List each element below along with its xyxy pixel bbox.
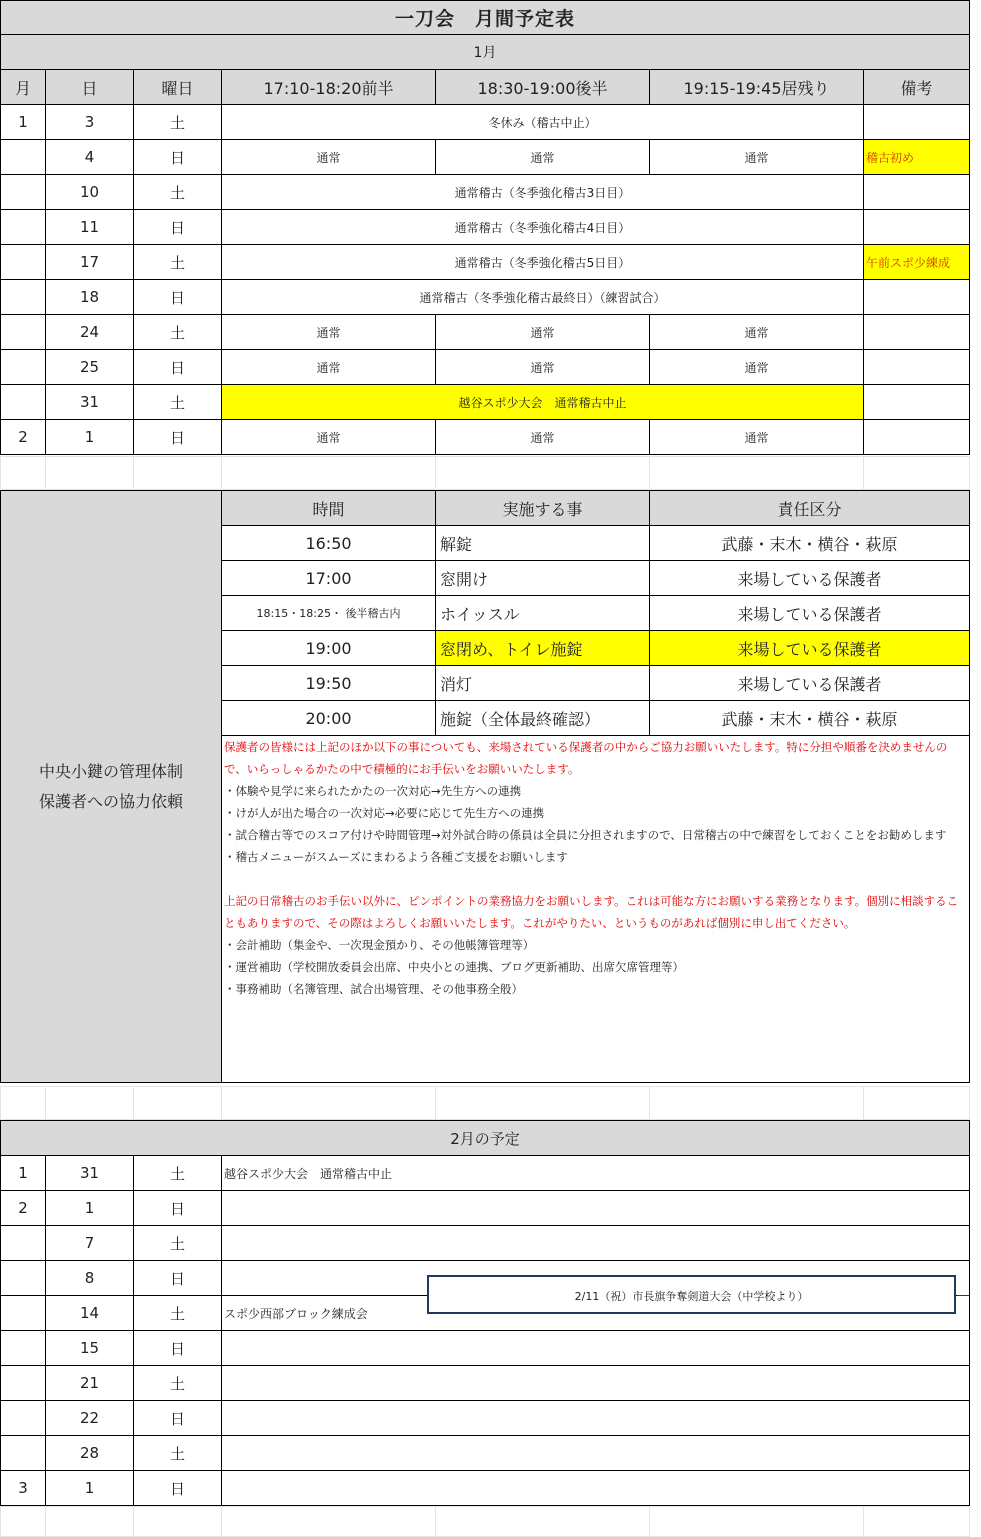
row-day: 4 [46, 140, 134, 175]
row-time: 17:00 [222, 561, 436, 596]
row-weekday: 日 [134, 210, 222, 245]
row-day: 28 [46, 1436, 134, 1471]
table-row [1, 315, 970, 350]
row-merged-event: 越谷スポ少大会 通常稽古中止 [222, 385, 864, 420]
row-day: 1 [46, 1191, 134, 1226]
spacer-grid [0, 1086, 970, 1120]
row-time: 16:50 [222, 526, 436, 561]
row-day: 31 [46, 385, 134, 420]
notes-item: ・事務補助（名簿管理、試合出場管理、その他事務全般） [224, 982, 523, 996]
row-month [1, 1261, 46, 1296]
row-note [864, 350, 970, 385]
page-title: 一刀会 月間予定表 [1, 1, 970, 35]
row-event [222, 1436, 970, 1471]
row-merged-event: 通常稽古（冬季強化稽古4日目） [222, 210, 864, 245]
row-owner: 来場している保護者 [650, 631, 970, 666]
row-slot-3: 通常 [650, 315, 864, 350]
row-slot-2: 通常 [436, 350, 650, 385]
row-note [864, 315, 970, 350]
row-month [1, 1226, 46, 1261]
row-month [1, 280, 46, 315]
row-day: 22 [46, 1401, 134, 1436]
row-month [1, 245, 46, 280]
header-remarks: 備考 [864, 70, 970, 105]
row-day: 25 [46, 350, 134, 385]
row-day: 24 [46, 315, 134, 350]
row-month [1, 1366, 46, 1401]
row-month [1, 210, 46, 245]
header-weekday: 曜日 [134, 70, 222, 105]
row-month [1, 175, 46, 210]
row-note [864, 280, 970, 315]
row-day: 14 [46, 1296, 134, 1331]
row-time: 19:00 [222, 631, 436, 666]
row-owner: 来場している保護者 [650, 561, 970, 596]
callout-connector [957, 1295, 969, 1296]
notes-item: ・体験や見学に来られたかたの一次対応→先生方への連携 [224, 784, 522, 798]
row-owner: 武藤・末木・横谷・萩原 [650, 526, 970, 561]
notes-item: ・運営補助（学校開放委員会出席、中央小との連携、ブログ更新補助、出席欠席管理等） [224, 960, 684, 974]
row-weekday: 土 [134, 1436, 222, 1471]
table-row [1, 1191, 970, 1226]
row-merged-event: 通常稽古（冬季強化稽古最終日）（練習試合） [222, 280, 864, 315]
row-month [1, 1401, 46, 1436]
table-row [1, 140, 970, 175]
table-row [1, 350, 970, 385]
row-time: 19:50 [222, 666, 436, 701]
row-weekday: 日 [134, 350, 222, 385]
row-event: スポ少西部ブロック練成会 [222, 1296, 970, 1331]
row-month [1, 1296, 46, 1331]
row-action: 窓開け [436, 561, 650, 596]
key-management-table [0, 490, 970, 1083]
row-slot-1: 通常 [222, 420, 436, 455]
table-row [1, 105, 970, 140]
row-weekday: 日 [134, 1261, 222, 1296]
side-label-2: 保護者への協力依頼 [38, 791, 183, 811]
row-weekday: 日 [134, 1471, 222, 1506]
row-weekday: 土 [134, 1366, 222, 1401]
table-row [1, 175, 970, 210]
row-month [1, 385, 46, 420]
table-row [1, 1156, 970, 1191]
row-day: 31 [46, 1156, 134, 1191]
notes-item: ・試合稽古等でのスコア付けや時間管理→対外試合時の係員は全員に分担されますので、日常稽古の中で練習をしておくことをお勧めします [224, 828, 947, 842]
row-weekday: 土 [134, 1296, 222, 1331]
row-event [222, 1226, 970, 1261]
row-weekday: 日 [134, 1191, 222, 1226]
row-note: 午前スポ少練成 [864, 245, 970, 280]
row-day: 8 [46, 1261, 134, 1296]
row-day: 7 [46, 1226, 134, 1261]
row-month: 1 [1, 1156, 46, 1191]
row-month: 3 [1, 1471, 46, 1506]
row-note: 稽古初め [864, 140, 970, 175]
header-slot-2: 18:30-19:00後半 [436, 70, 650, 105]
table-row [1, 210, 970, 245]
row-note [864, 175, 970, 210]
row-action: 解錠 [436, 526, 650, 561]
row-day: 1 [46, 1471, 134, 1506]
row-day: 10 [46, 175, 134, 210]
row-month [1, 1436, 46, 1471]
row-merged-event: 通常稽古（冬季強化稽古3日目） [222, 175, 864, 210]
row-note [864, 385, 970, 420]
row-event [222, 1191, 970, 1226]
side-label-1: 中央小鍵の管理体制 [38, 761, 183, 781]
notes-item: ・稽古メニューがスムーズにまわるよう各種ご支援をお願いします [224, 850, 568, 864]
month-label: 2月の予定 [1, 1121, 970, 1156]
row-day: 21 [46, 1366, 134, 1401]
row-weekday: 土 [134, 385, 222, 420]
header-slot-3: 19:15-19:45居残り [650, 70, 864, 105]
row-weekday: 土 [134, 315, 222, 350]
row-day: 11 [46, 210, 134, 245]
notes-intro: 保護者の皆様には上記のほか以下の事についても、来場されている保護者の中からご協力お願いいたします。特に分担や順番を決めませんので、いらっしゃるかたの中で積極的にお手伝いをお願いいたします。 [224, 740, 948, 776]
row-event [222, 1471, 970, 1506]
header-owner: 責任区分 [650, 491, 970, 526]
header-time: 時間 [222, 491, 436, 526]
table-row [1, 385, 970, 420]
row-weekday: 土 [134, 105, 222, 140]
row-action: 窓閉め、トイレ施錠 [436, 631, 650, 666]
row-weekday: 土 [134, 175, 222, 210]
month-label: 1月 [1, 35, 970, 70]
header-day: 日 [46, 70, 134, 105]
table-row [1, 1331, 970, 1366]
header-month: 月 [1, 70, 46, 105]
row-weekday: 土 [134, 1156, 222, 1191]
row-event [222, 1401, 970, 1436]
notes-item: ・けが人が出た場合の一次対応→必要に応じて先生方への連携 [224, 806, 545, 820]
row-weekday: 日 [134, 420, 222, 455]
row-weekday: 土 [134, 245, 222, 280]
row-slot-1: 通常 [222, 315, 436, 350]
row-weekday: 日 [134, 280, 222, 315]
table-row [1, 280, 970, 315]
table-row [1, 245, 970, 280]
row-slot-1: 通常 [222, 350, 436, 385]
row-slot-3: 通常 [650, 420, 864, 455]
notes-item: ・会計補助（集金や、一次現金預かり、その他帳簿管理等） [224, 938, 535, 952]
spacer-grid [0, 456, 970, 490]
row-day: 17 [46, 245, 134, 280]
row-merged-event: 通常稽古（冬季強化稽古5日目） [222, 245, 864, 280]
row-owner: 来場している保護者 [650, 596, 970, 631]
header-action: 実施する事 [436, 491, 650, 526]
row-weekday: 日 [134, 1401, 222, 1436]
row-time: 18:15・18:25・ 後半稽古内 [222, 596, 436, 631]
row-action: 消灯 [436, 666, 650, 701]
row-owner: 武藤・末木・横谷・萩原 [650, 701, 970, 736]
row-day: 18 [46, 280, 134, 315]
row-note [864, 210, 970, 245]
row-weekday: 日 [134, 1331, 222, 1366]
row-weekday: 日 [134, 140, 222, 175]
row-day: 15 [46, 1331, 134, 1366]
row-month [1, 140, 46, 175]
row-merged-event: 冬休み（稽古中止） [222, 105, 864, 140]
table-header [1, 70, 970, 105]
cooperation-notes [222, 736, 970, 1083]
row-slot-2: 通常 [436, 315, 650, 350]
row-slot-1: 通常 [222, 140, 436, 175]
row-note [864, 420, 970, 455]
row-time: 20:00 [222, 701, 436, 736]
row-day: 1 [46, 420, 134, 455]
row-month [1, 1331, 46, 1366]
table-row [1, 420, 970, 455]
row-month: 1 [1, 105, 46, 140]
row-note [864, 105, 970, 140]
row-owner: 来場している保護者 [650, 666, 970, 701]
table-row [1, 1226, 970, 1261]
row-action: ホイッスル [436, 596, 650, 631]
row-slot-3: 通常 [650, 350, 864, 385]
row-month: 2 [1, 1191, 46, 1226]
table-row [1, 1436, 970, 1471]
row-slot-3: 通常 [650, 140, 864, 175]
row-action: 施錠（全体最終確認） [436, 701, 650, 736]
tournament-callout: 2/11（祝）市長旗争奪剣道大会（中学校より） [427, 1275, 956, 1314]
row-month [1, 350, 46, 385]
row-month [1, 315, 46, 350]
row-weekday: 土 [134, 1226, 222, 1261]
table-row [1, 1366, 970, 1401]
spacer-grid [0, 1506, 970, 1537]
row-event: 越谷スポ少大会 通常稽古中止 [222, 1156, 970, 1191]
notes-request: 上記の日常稽古のお手伝い以外に、ピンポイントの業務協力をお願いします。これは可能な方にお願いする業務となります。個別に相談することもありますので、その際はよろしくお願いいたします。これがやりたい、というものがあれば個別に申し出てください。 [224, 894, 959, 930]
table-row [1, 1471, 970, 1506]
row-event [222, 1331, 970, 1366]
row-slot-2: 通常 [436, 140, 650, 175]
table-row [1, 1401, 970, 1436]
january-schedule-table [0, 0, 970, 455]
row-day: 3 [46, 105, 134, 140]
row-month: 2 [1, 420, 46, 455]
header-slot-1: 17:10-18:20前半 [222, 70, 436, 105]
row-event [222, 1366, 970, 1401]
row-slot-2: 通常 [436, 420, 650, 455]
side-label [1, 491, 222, 1083]
